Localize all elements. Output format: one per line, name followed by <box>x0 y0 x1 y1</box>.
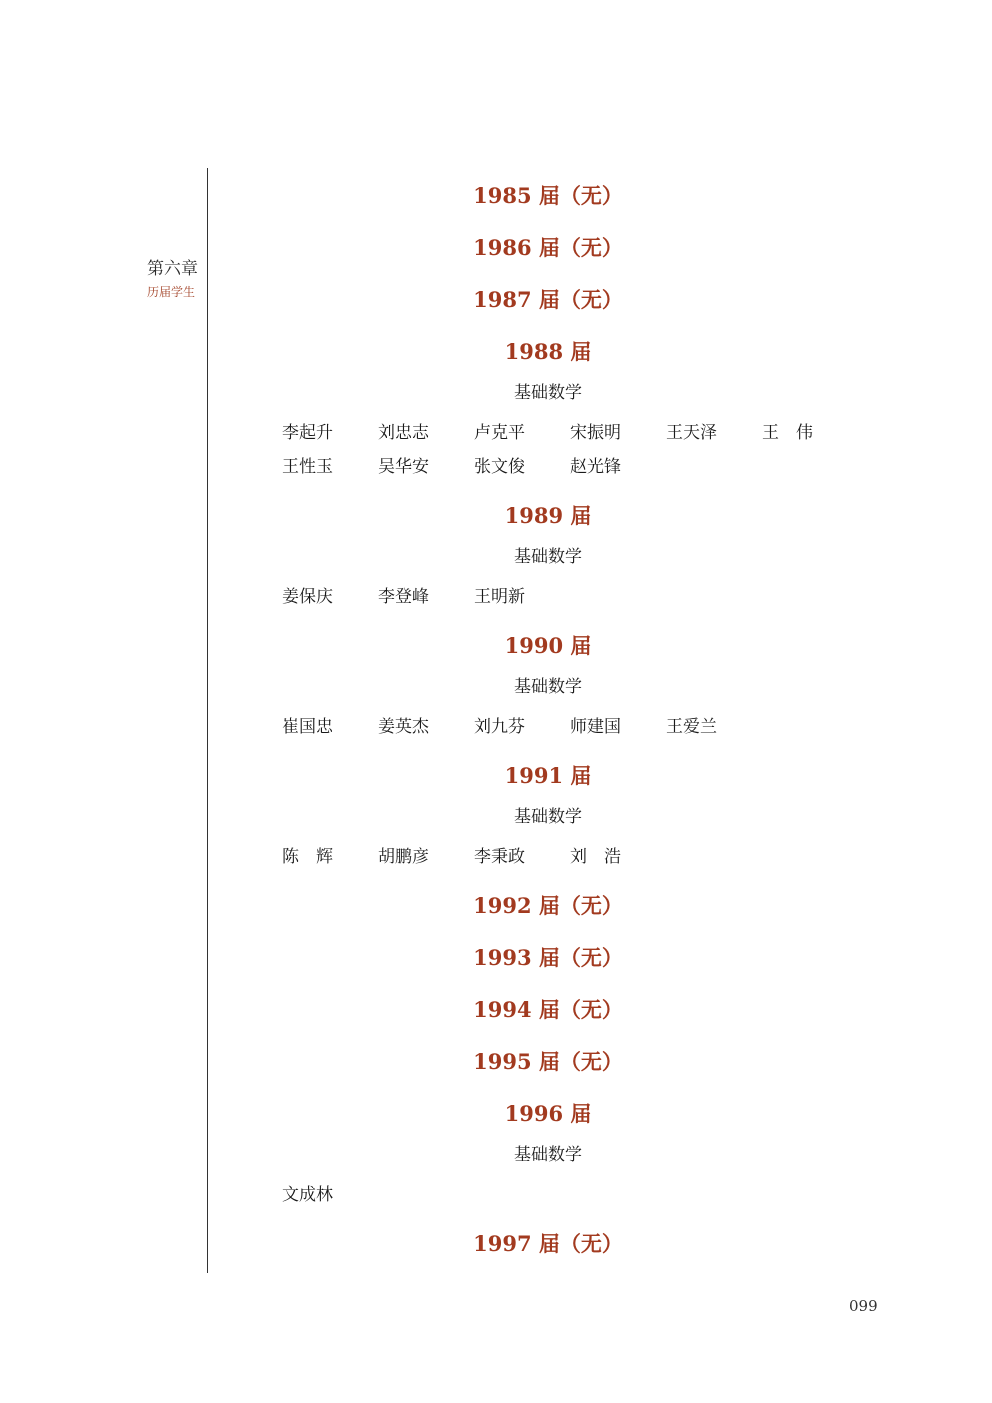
student-name: 姜英杰 <box>378 717 429 737</box>
student-name: 李起升 <box>282 423 333 443</box>
student-name: 张文俊 <box>474 457 525 477</box>
student-name: 王性玉 <box>282 457 333 477</box>
major-label-1991: 基础数学 <box>514 807 582 827</box>
year-heading-1990: 1990 届 <box>504 633 592 658</box>
student-name: 刘九芬 <box>474 717 525 737</box>
student-name: 赵光锋 <box>570 457 621 477</box>
student-name: 王爱兰 <box>666 717 717 737</box>
major-label-1988: 基础数学 <box>514 383 582 403</box>
year-heading-1989: 1989 届 <box>504 503 592 528</box>
year-heading-1992: 1992 届（无） <box>473 893 623 918</box>
student-name: 李登峰 <box>378 587 429 607</box>
student-name: 胡鹏彦 <box>378 847 429 867</box>
student-name: 王明新 <box>474 587 525 607</box>
year-heading-1985: 1985 届（无） <box>473 183 623 208</box>
year-heading-1993: 1993 届（无） <box>473 945 623 970</box>
student-name: 王 伟 <box>762 423 813 443</box>
year-heading-1986: 1986 届（无） <box>473 235 623 260</box>
chapter-subtitle: 历届学生 <box>147 285 196 299</box>
major-label-1996: 基础数学 <box>514 1145 582 1165</box>
student-name: 崔国忠 <box>282 717 333 737</box>
major-label-1989: 基础数学 <box>514 547 582 567</box>
student-name: 师建国 <box>570 717 621 737</box>
year-heading-1988: 1988 届 <box>504 339 592 364</box>
year-heading-1994: 1994 届（无） <box>473 997 623 1022</box>
chapter-title: 第六章 <box>147 259 198 279</box>
student-name: 宋振明 <box>570 423 621 443</box>
year-heading-1997: 1997 届（无） <box>473 1231 623 1256</box>
student-name: 吴华安 <box>378 457 429 477</box>
student-name: 陈 辉 <box>282 847 333 867</box>
student-name: 卢克平 <box>474 423 525 443</box>
page-number: 099 <box>849 1297 878 1315</box>
student-name: 文成林 <box>282 1185 333 1205</box>
student-name: 刘忠志 <box>378 423 429 443</box>
student-name: 李秉政 <box>474 847 525 867</box>
margin-rule <box>207 168 208 1273</box>
student-name: 刘 浩 <box>570 847 621 867</box>
major-label-1990: 基础数学 <box>514 677 582 697</box>
student-name: 姜保庆 <box>282 587 333 607</box>
year-heading-1991: 1991 届 <box>504 763 592 788</box>
student-name: 王天泽 <box>666 423 717 443</box>
year-heading-1995: 1995 届（无） <box>473 1049 623 1074</box>
year-heading-1996: 1996 届 <box>504 1101 592 1126</box>
year-heading-1987: 1987 届（无） <box>473 287 623 312</box>
